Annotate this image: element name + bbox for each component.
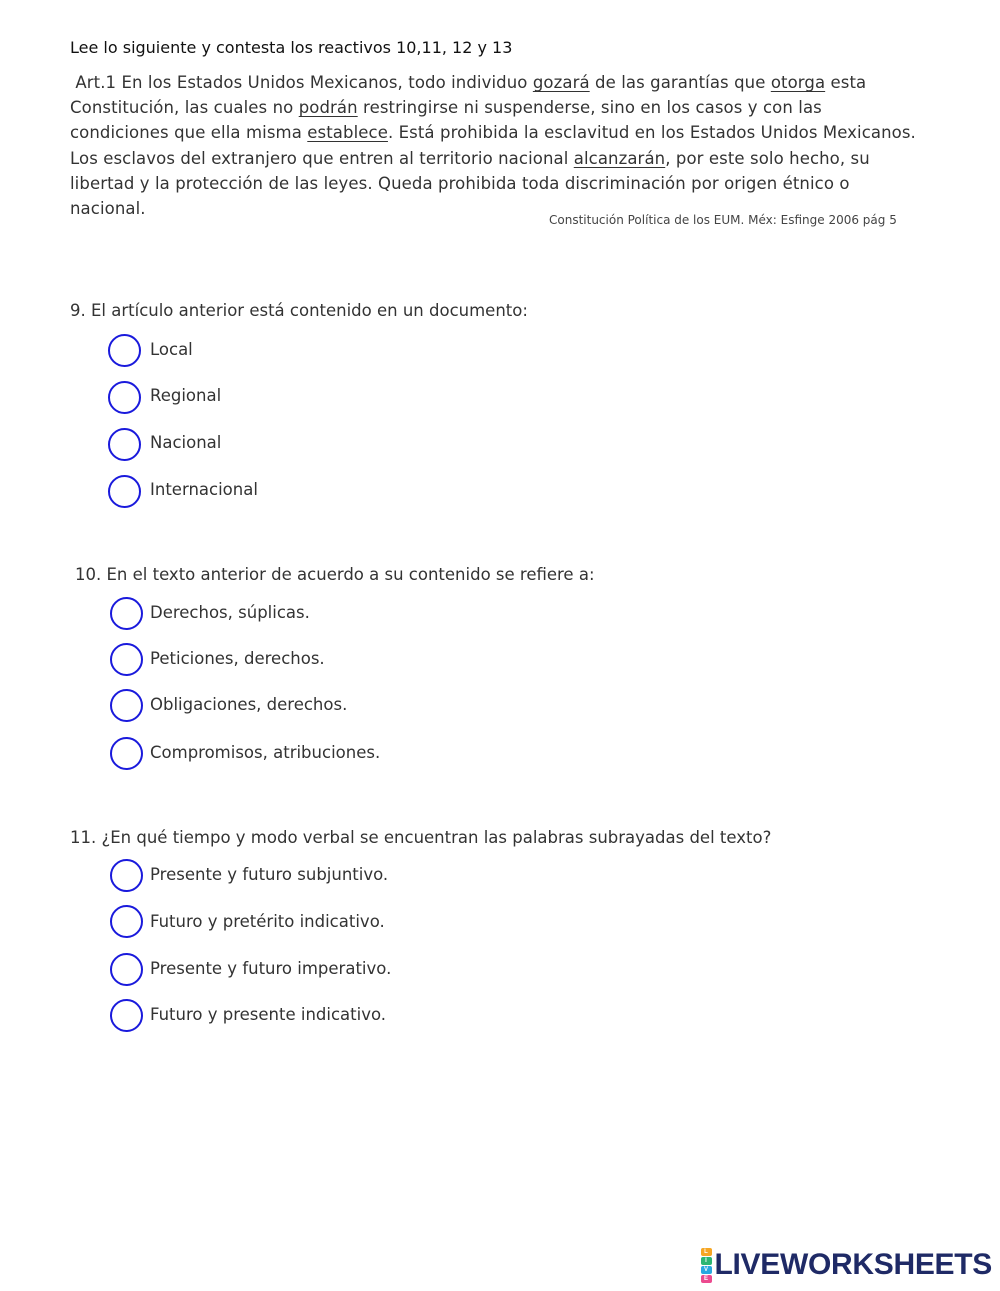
underlined-word: podrán (298, 98, 358, 118)
passage-text: restringirse ni suspenderse, sino en los casos y con las (357, 98, 822, 118)
radio-q10-d[interactable] (110, 737, 143, 770)
passage-text: Constitución, las cuales no (70, 98, 299, 118)
option-label: Presente y futuro subjuntivo. (150, 865, 389, 884)
passage-text: Art.1 En los Estados Unidos Mexicanos, todo individuo (75, 73, 533, 92)
passage-text: , por este solo hecho, su (665, 148, 870, 168)
option-label: Futuro y presente indicativo. (150, 1005, 387, 1024)
passage-line-5: libertad y la protección de las leyes. Queda prohibida toda discriminación por origen étnico o (70, 173, 850, 193)
option-label: Peticiones, derechos. (150, 649, 325, 668)
liveworksheets-logo (701, 1245, 993, 1285)
radio-q11-c[interactable] (110, 953, 143, 986)
question-10: 10. En el texto anterior de acuerdo a su contenido se refiere a: (75, 565, 595, 584)
source-citation: Constitución Política de los EUM. Méx: Esfinge 2006 pág 5 (549, 213, 897, 227)
radio-q10-a[interactable] (110, 597, 143, 630)
radio-q9-local[interactable] (108, 334, 141, 367)
logo-mark-letter: V (701, 1266, 712, 1274)
passage-text: Los esclavos del extranjero que entren al territorio nacional (70, 148, 574, 168)
underlined-word: gozará (532, 73, 590, 92)
radio-q10-b[interactable] (110, 643, 143, 676)
underlined-word: alcanzarán (573, 148, 666, 168)
radio-q9-nacional[interactable] (108, 428, 141, 461)
option-label: Presente y futuro imperativo. (150, 959, 392, 978)
radio-q11-a[interactable] (110, 859, 143, 892)
passage-line-1 (70, 70, 970, 95)
logo-mark-letter: I (701, 1257, 712, 1265)
logo-mark-letter: L (701, 1248, 712, 1256)
radio-q9-regional[interactable] (108, 381, 141, 414)
option-label: Internacional (150, 480, 258, 499)
passage-text: . Está prohibida la esclavitud en los Estados Unidos Mexicanos. (387, 123, 916, 143)
question-9: 9. El artículo anterior está contenido en un documento: (70, 301, 528, 320)
option-label: Local (150, 340, 193, 359)
passage-line-4 (70, 146, 970, 171)
radio-q11-b[interactable] (110, 905, 143, 938)
passage-line-2 (70, 95, 970, 120)
radio-q11-d[interactable] (110, 999, 143, 1032)
option-label: Regional (150, 386, 222, 405)
logo-mark-letter: E (701, 1275, 712, 1283)
radio-q10-c[interactable] (110, 689, 143, 722)
logo-text: LIVEWORKSHEETS (714, 1248, 992, 1281)
passage-line-6: nacional. (70, 198, 146, 218)
passage-line-3 (70, 120, 970, 145)
question-11: 11. ¿En qué tiempo y modo verbal se encuentran las palabras subrayadas del texto? (70, 828, 772, 847)
option-label: Derechos, súplicas. (150, 603, 310, 622)
passage (70, 70, 970, 221)
passage-text: condiciones que ella misma (70, 123, 308, 143)
passage-text: esta (825, 73, 867, 92)
passage-text: de las garantías que (589, 73, 771, 92)
option-label: Futuro y pretérito indicativo. (150, 912, 385, 931)
instructions: Lee lo siguiente y contesta los reactivos 10,11, 12 y 13 (70, 38, 513, 57)
underlined-word: otorga (770, 73, 826, 92)
underlined-word: establece (307, 123, 388, 143)
option-label: Compromisos, atribuciones. (150, 743, 381, 762)
option-label: Obligaciones, derechos. (150, 695, 348, 714)
option-label: Nacional (150, 433, 222, 452)
logo-mark-icon (701, 1248, 712, 1283)
radio-q9-internacional[interactable] (108, 475, 141, 508)
